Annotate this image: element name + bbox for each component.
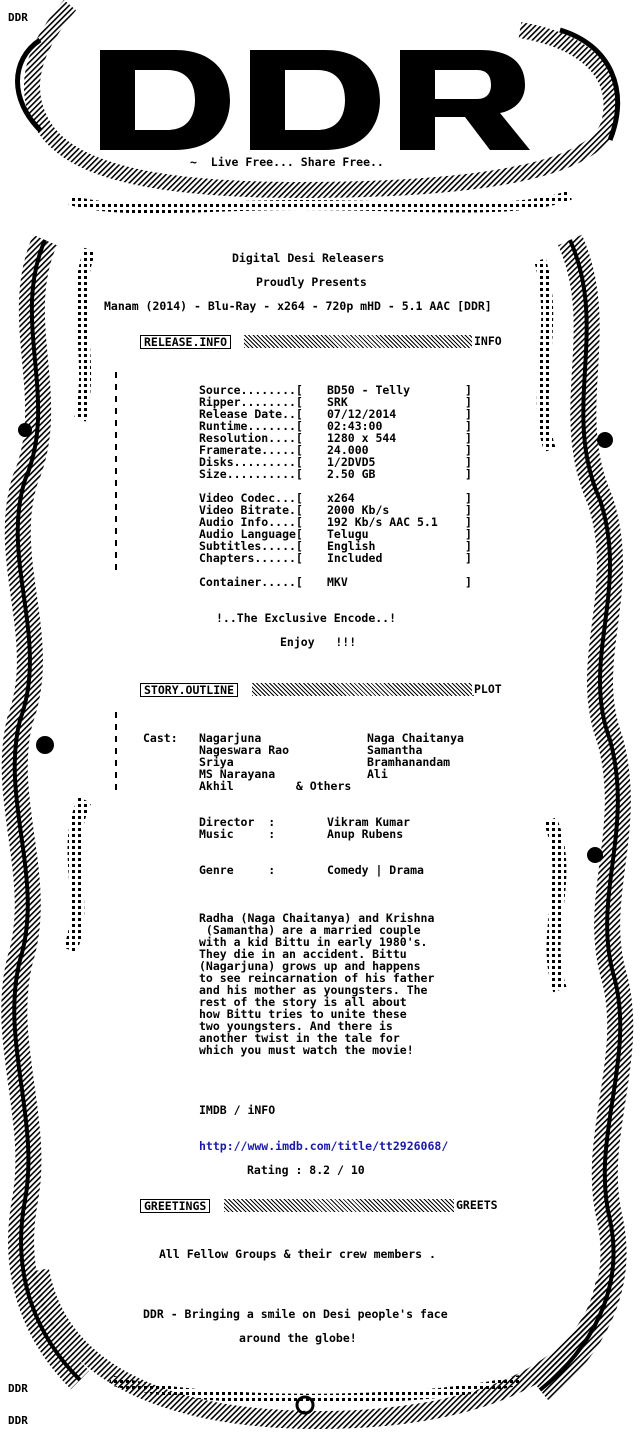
hatch-bar — [244, 335, 472, 348]
release-info-value: 24.000 — [327, 443, 369, 457]
plot-line: which you must watch the movie! — [199, 1043, 414, 1057]
cast-member: Ali — [367, 767, 388, 781]
greetings-header — [116, 1196, 516, 1214]
plot-line: how Bittu tries to unite these — [199, 1007, 407, 1021]
footer-line-1: DDR - Bringing a smile on Desi people's face — [143, 1307, 448, 1321]
release-title: Manam (2014) - Blu-Ray - x264 - 720p mHD - 5.1 AAC [DDR] — [104, 299, 492, 313]
release-info-bracket: ] — [465, 419, 472, 433]
release-info-value: 1/2DVD5 — [327, 455, 376, 469]
music-label: Music : — [199, 827, 276, 841]
release-info-key: Ripper........[ — [199, 395, 303, 409]
release-info-bracket: ] — [465, 407, 472, 421]
greetings-label: GREETINGS — [140, 1199, 210, 1213]
enjoy-text: Enjoy !!! — [280, 635, 357, 649]
tagline: ~ Live Free... Share Free.. — [190, 155, 384, 169]
release-info-header — [116, 332, 516, 350]
group-name: Digital Desi Releasers — [232, 251, 385, 265]
corner-tag-middle: DDR — [8, 1382, 28, 1395]
release-info-key: Disks.........[ — [199, 455, 303, 469]
release-info-value: x264 — [327, 491, 355, 505]
left-rule — [115, 712, 117, 792]
release-info-key: Framerate.....[ — [199, 443, 303, 457]
release-info-bracket: ] — [465, 503, 472, 517]
release-info-bracket: ] — [465, 491, 472, 505]
release-info-value: 2000 Kb/s — [327, 503, 390, 517]
cast-member: Nagarjuna — [199, 731, 262, 745]
release-info-bracket: ] — [465, 467, 472, 481]
ddr-logo — [95, 45, 535, 155]
director-label: Director : — [199, 815, 276, 829]
release-info-bracket: ] — [465, 515, 472, 529]
greets-text: All Fellow Groups & their crew members . — [159, 1247, 436, 1261]
director-value: Vikram Kumar — [327, 815, 411, 829]
release-info-value: English — [327, 539, 376, 553]
release-info-bracket: ] — [465, 551, 472, 565]
release-info-bracket: ] — [465, 455, 472, 469]
release-info-value: MKV — [327, 575, 348, 589]
cast-member: Akhil & Others — [199, 779, 352, 793]
release-info-value: BD50 - Telly — [327, 383, 411, 397]
release-info-value: Telugu — [327, 527, 369, 541]
plot-line: rest of the story is all about — [199, 995, 407, 1009]
cast-member: Sriya — [199, 755, 234, 769]
plot-line: and his mother as youngsters. The — [199, 983, 428, 997]
story-outline-label: STORY.OUTLINE — [140, 683, 238, 697]
genre-label: Genre : — [199, 863, 276, 877]
hatch-bar — [252, 683, 474, 696]
release-info-key: Size..........[ — [199, 467, 303, 481]
cast-member: MS Narayana — [199, 767, 276, 781]
release-info-value: 1280 x 544 — [327, 431, 397, 445]
hatch-bar — [224, 1199, 454, 1212]
music-value: Anup Rubens — [327, 827, 404, 841]
imdb-label: IMDB / iNFO — [199, 1103, 276, 1117]
greetings-tag: GREETS — [456, 1198, 498, 1212]
release-info-key: Runtime.......[ — [199, 419, 303, 433]
cast-member: Naga Chaitanya — [367, 731, 464, 745]
rating-text: Rating : 8.2 / 10 — [247, 1163, 365, 1177]
story-outline-header — [116, 680, 516, 698]
release-info-value: 02:43:00 — [327, 419, 383, 433]
release-info-value: SRK — [327, 395, 348, 409]
release-info-key: Release Date..[ — [199, 407, 303, 421]
release-info-key: Video Bitrate.[ — [199, 503, 303, 517]
release-info-label: RELEASE.INFO — [140, 335, 231, 349]
release-info-bracket: ] — [465, 395, 472, 409]
release-info-value: 2.50 GB — [327, 467, 376, 481]
story-outline-tag: PLOT — [474, 682, 502, 696]
cast-member: Bramhanandam — [367, 755, 451, 769]
plot-line: to see reincarnation of his father — [199, 971, 435, 985]
release-info-key: Subtitles.....[ — [199, 539, 303, 553]
corner-tag-bottom: DDR — [8, 1414, 28, 1427]
release-info-key: Audio Language[ — [199, 527, 303, 541]
cast-member: Samantha — [367, 743, 423, 757]
release-info-value: 192 Kb/s AAC 5.1 — [327, 515, 438, 529]
release-info-bracket: ] — [465, 527, 472, 541]
plot-line: two youngsters. And there is — [199, 1019, 393, 1033]
presents-text: Proudly Presents — [256, 275, 367, 289]
release-info-key: Container.....[ — [199, 575, 303, 589]
release-info-value: Included — [327, 551, 383, 565]
release-info-tag: INFO — [474, 334, 502, 348]
release-info-key: Video Codec...[ — [199, 491, 303, 505]
imdb-link[interactable]: http://www.imdb.com/title/tt2926068/ — [199, 1139, 449, 1153]
release-info-key: Resolution....[ — [199, 431, 303, 445]
release-info-bracket: ] — [465, 443, 472, 457]
footer-line-2: around the globe! — [239, 1331, 357, 1345]
genre-value: Comedy | Drama — [327, 863, 424, 877]
plot-line: another twist in the tale for — [199, 1031, 400, 1045]
plot-line: with a kid Bittu in early 1980's. — [199, 935, 428, 949]
release-info-bracket: ] — [465, 431, 472, 445]
cast-member: Nageswara Rao — [199, 743, 290, 757]
cast-label: Cast: — [143, 731, 178, 745]
exclusive-text: !..The Exclusive Encode..! — [216, 611, 397, 625]
release-info-bracket: ] — [465, 575, 472, 589]
left-rule — [115, 372, 117, 572]
plot-line: Radha (Naga Chaitanya) and Krishna — [199, 911, 435, 925]
release-info-bracket: ] — [465, 383, 472, 397]
plot-line: (Samantha) are a married couple — [199, 923, 421, 937]
release-info-key: Audio Info....[ — [199, 515, 303, 529]
plot-line: (Nagarjuna) grows up and happens — [199, 959, 421, 973]
release-info-key: Source........[ — [199, 383, 303, 397]
plot-line: They die in an accident. Bittu — [199, 947, 407, 961]
release-info-value: 07/12/2014 — [327, 407, 397, 421]
release-info-key: Chapters......[ — [199, 551, 303, 565]
release-info-bracket: ] — [465, 539, 472, 553]
corner-tag-top: DDR — [8, 11, 28, 24]
